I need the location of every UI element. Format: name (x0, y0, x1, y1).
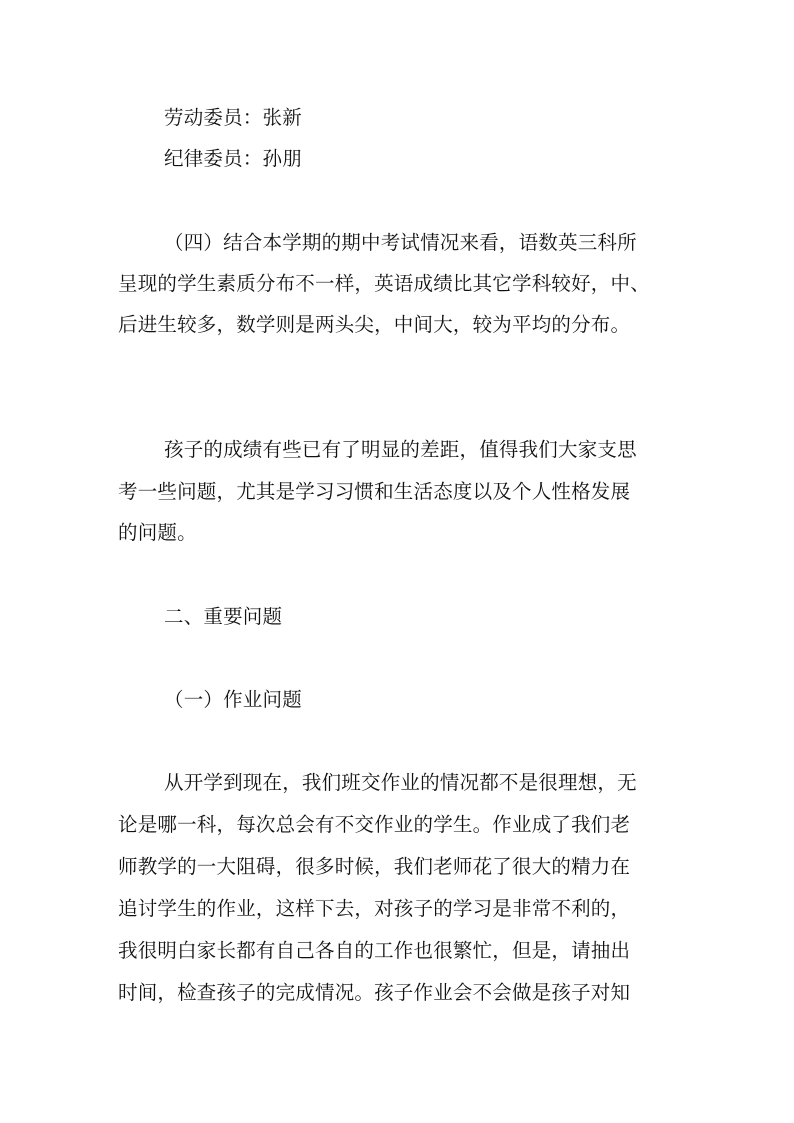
paragraph-line: （四）结合本学期的期中考试情况来看，语数英三科所 (164, 231, 637, 254)
paragraph-line: 呈现的学生素质分布不一样，英语成绩比其它学科较好，中、 (118, 272, 650, 295)
paragraph-line: 师教学的一大阻碍，很多时候，我们老师花了很大的精力在 (118, 855, 631, 878)
paragraph-line: 追讨学生的作业，这样下去，对孩子的学习是非常不利的， (118, 897, 631, 920)
paragraph-line: 的问题。 (118, 521, 197, 544)
discipline-committee-line: 纪律委员：孙朋 (164, 147, 302, 170)
paragraph-line: 孩子的成绩有些已有了明显的差距，值得我们大家支思 (164, 438, 637, 461)
paragraph-line: 我很明白家长都有自己各自的工作也很繁忙，但是，请抽出 (118, 939, 631, 962)
paragraph-line: 时间，检查孩子的完成情况。孩子作业会不会做是孩子对知 (118, 981, 631, 1004)
paragraph-line: 论是哪一科，每次总会有不交作业的学生。作业成了我们老 (118, 813, 631, 836)
paragraph-line: 从开学到现在，我们班交作业的情况都不是很理想，无 (164, 771, 637, 794)
paragraph-line: 考一些问题，尤其是学习习惯和生活态度以及个人性格发展 (118, 480, 631, 503)
labor-committee-line: 劳动委员：张新 (164, 106, 302, 129)
section-heading: 二、重要问题 (164, 605, 283, 628)
paragraph-line: 后进生较多，数学则是两头尖，中间大，较为平均的分布。 (118, 313, 631, 336)
subsection-heading: （一）作业问题 (164, 688, 302, 711)
